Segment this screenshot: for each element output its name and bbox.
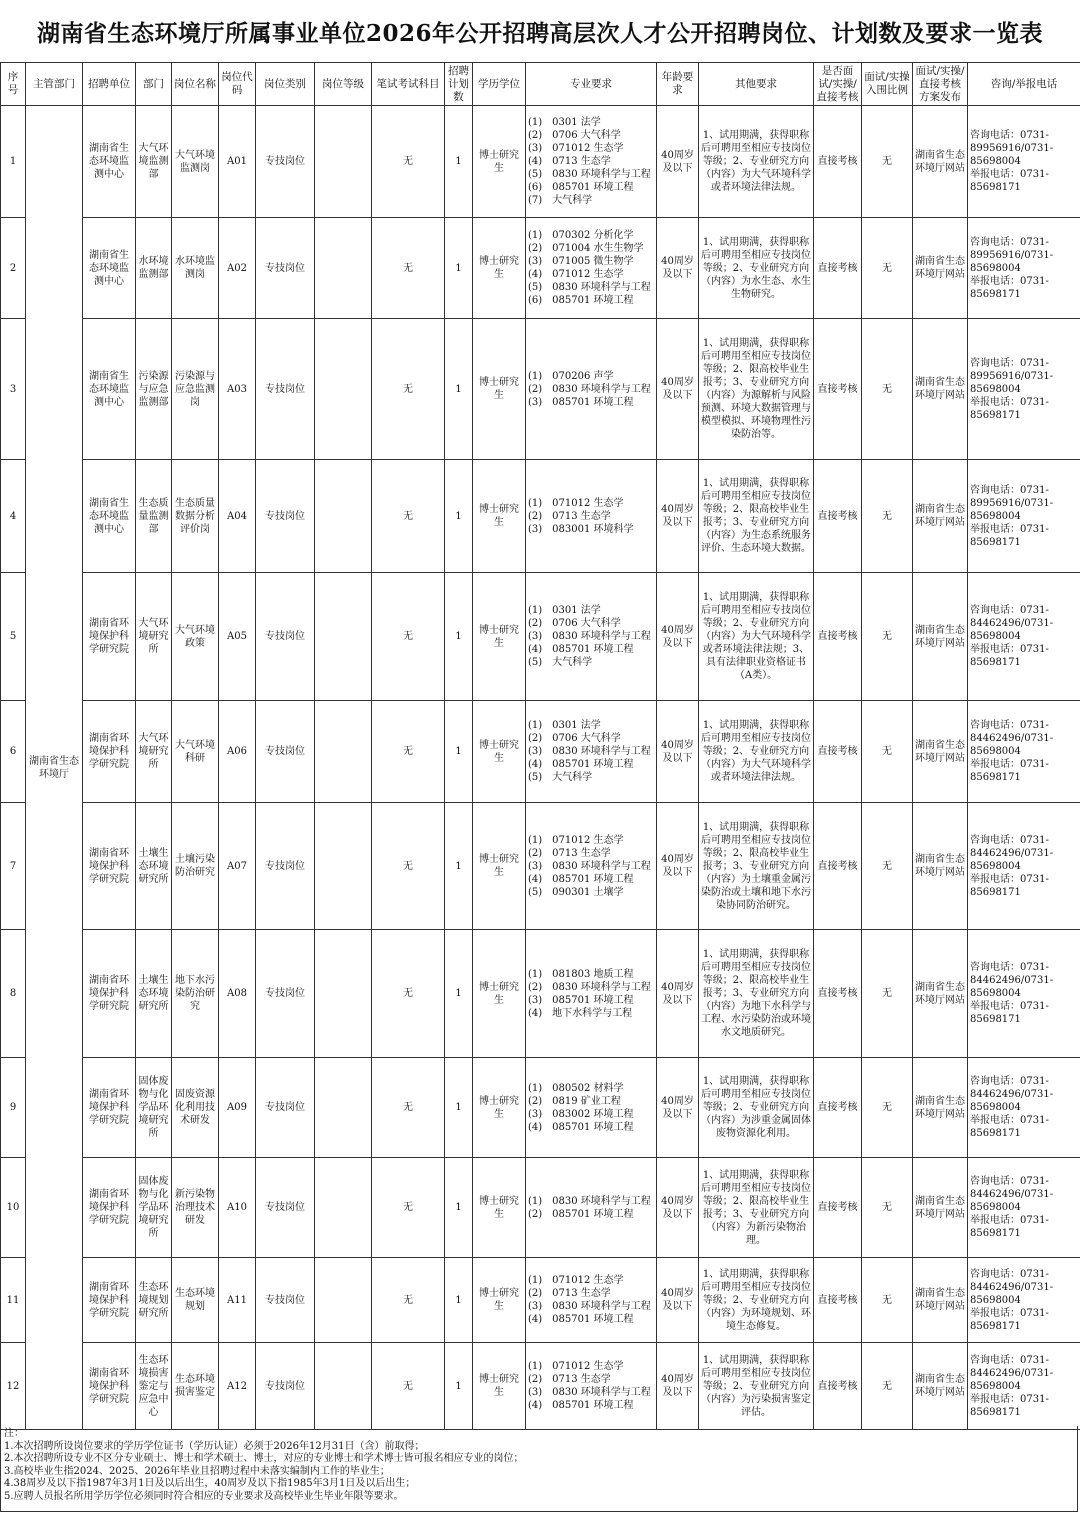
table-row [1,218,1080,319]
department-cell: 土壤生态环境研究所 [136,930,172,1058]
exam-subject: 无 [372,701,445,803]
shortlist-ratio: 无 [862,1158,913,1258]
department-cell: 固体废物与化学品环境研究所 [136,1058,172,1158]
major-requirements: (1) 071012 生态学 (2) 0713 生态学 (3) 083001 环境科学 [526,460,657,573]
plan-count: 1 [445,460,473,573]
exam-subject: 无 [372,573,445,701]
plan-count: 1 [445,701,473,803]
post-level [315,319,372,460]
plan-count: 1 [445,106,473,218]
plan-count: 1 [445,930,473,1058]
post-level [315,1258,372,1343]
post-name: 污染源与应急监测岗 [172,319,219,460]
supervising-department: 湖南省生态环境厅 [26,106,83,1430]
post-code: A03 [219,319,256,460]
post-level [315,930,372,1058]
assessment-method: 直接考核 [814,573,862,701]
row-number: 2 [1,218,26,319]
post-level [315,803,372,930]
column-header: 面试/实操/直接考核方案发布 [913,63,968,106]
post-code: A09 [219,1058,256,1158]
document-title: 湖南省生态环境厅所属事业单位2026年公开招聘高层次人才公开招聘岗位、计划数及要求一览表 [36,19,1043,47]
other-requirements: 1、试用期满，获得职称后可聘用至相应专技岗位等级；2、限高校毕业生报考；3、专业研究方向（内容）为土壤重金属污染防治或土壤和地下水污染协同防治研究。 [699,803,814,930]
notes-section [0,1426,1078,1512]
department-cell: 生态环境规划研究所 [136,1258,172,1343]
contact-phone: 咨询电话：0731-89956916/0731-85698004 举报电话：0731-85698171 [968,106,1080,218]
post-level [315,460,372,573]
assessment-method: 直接考核 [814,1258,862,1343]
recruiting-unit: 湖南省环境保护科学研究院 [83,1058,136,1158]
post-category: 专技岗位 [256,930,315,1058]
column-header: 是否面试/实操/直接考核 [814,63,862,106]
assessment-method: 直接考核 [814,1058,862,1158]
recruiting-unit: 湖南省环境保护科学研究院 [83,803,136,930]
age-requirement: 40周岁及以下 [657,460,699,573]
other-requirements: 1、试用期满，获得职称后可聘用至相应专技岗位等级；2、限高校毕业生报考；3、专业研究方向（内容）为源解析与风险预测、环境大数据管理与模型模拟、环境物理性污染防治等。 [699,319,814,460]
assessment-method: 直接考核 [814,1343,862,1430]
department-cell: 水环境监测部 [136,218,172,319]
department-cell: 大气环境研究所 [136,573,172,701]
department-cell: 大气环境研究所 [136,701,172,803]
publish-site: 湖南省生态环境厅网站 [913,460,968,573]
column-header: 岗位名称 [172,63,219,106]
row-number: 8 [1,930,26,1058]
row-number: 9 [1,1058,26,1158]
shortlist-ratio: 无 [862,1343,913,1430]
contact-phone: 咨询电话：0731-84462496/0731-85698004 举报电话：0731-85698171 [968,1058,1080,1158]
department-cell: 生态质量监测部 [136,460,172,573]
contact-phone: 咨询电话：0731-84462496/0731-85698004 举报电话：0731-85698171 [968,1158,1080,1258]
publish-site: 湖南省生态环境厅网站 [913,573,968,701]
recruiting-unit: 湖南省生态环境监测中心 [83,218,136,319]
plan-count: 1 [445,1343,473,1430]
major-requirements: (1) 070302 分析化学 (2) 071004 水生生物学 (3) 071005 微生物学 (4) 071012 生态学 (5) 0830 环境科学与工程 (6) 085701 环境工程 [526,218,657,319]
shortlist-ratio: 无 [862,1058,913,1158]
row-number: 3 [1,319,26,460]
contact-phone: 咨询电话：0731-89956916/0731-85698004 举报电话：0731-85698171 [968,218,1080,319]
major-requirements: (1) 0301 法学 (2) 0706 大气科学 (3) 0830 环境科学与工程 (4) 085701 环境工程 (5) 大气科学 [526,701,657,803]
post-code: A05 [219,573,256,701]
post-code: A08 [219,930,256,1058]
post-name: 水环境监测岗 [172,218,219,319]
publish-site: 湖南省生态环境厅网站 [913,701,968,803]
post-code: A07 [219,803,256,930]
age-requirement: 40周岁及以下 [657,218,699,319]
post-category: 专技岗位 [256,803,315,930]
contact-phone: 咨询电话：0731-84462496/0731-85698004 举报电话：0731-85698171 [968,573,1080,701]
degree-cell: 博士研究生 [473,1258,526,1343]
assessment-method: 直接考核 [814,460,862,573]
department-cell: 土壤生态环境研究所 [136,803,172,930]
contact-phone: 咨询电话：0731-84462496/0731-85698004 举报电话：0731-85698171 [968,930,1080,1058]
publish-site: 湖南省生态环境厅网站 [913,218,968,319]
recruiting-unit: 湖南省环境保护科学研究院 [83,1158,136,1258]
major-requirements: (1) 071012 生态学 (2) 0713 生态学 (3) 0830 环境科学与工程 (4) 085701 环境工程 [526,1343,657,1430]
major-requirements: (1) 070206 声学 (2) 0830 环境科学与工程 (3) 085701 环境工程 [526,319,657,460]
assessment-method: 直接考核 [814,319,862,460]
assessment-method: 直接考核 [814,218,862,319]
department-cell: 大气环境监测部 [136,106,172,218]
column-header: 岗位类别 [256,63,315,106]
column-header: 部门 [136,63,172,106]
shortlist-ratio: 无 [862,1258,913,1343]
other-requirements: 1、试用期满，获得职称后可聘用至相应专技岗位等级；2、专业研究方向（内容）为污染损害鉴定评估。 [699,1343,814,1430]
table-row [1,803,1080,930]
note-line: 2.本次招聘所设专业不区分专业硕士、博士和学术硕士、博士，对应的专业博士和学术博士皆可报名相应专业的岗位； [4,1453,524,1465]
plan-count: 1 [445,573,473,701]
note-line: 注： [4,1428,24,1439]
shortlist-ratio: 无 [862,930,913,1058]
exam-subject: 无 [372,1258,445,1343]
publish-site: 湖南省生态环境厅网站 [913,1258,968,1343]
other-requirements: 1、试用期满，获得职称后可聘用至相应专技岗位等级；2、专业研究方向（内容）为环境规划、环境生态修复。 [699,1258,814,1343]
post-name: 生态质量数据分析评价岗 [172,460,219,573]
degree-cell: 博士研究生 [473,803,526,930]
major-requirements: (1) 0301 法学 (2) 0706 大气科学 (3) 071012 生态学 (4) 0713 生态学 (5) 0830 环境科学与工程 (6) 085701 环境工程 (7) 大气科学 [526,106,657,218]
post-code: A02 [219,218,256,319]
post-category: 专技岗位 [256,106,315,218]
plan-count: 1 [445,803,473,930]
other-requirements: 1、试用期满，获得职称后可聘用至相应专技岗位等级；2、专业研究方向（内容）为大气环境科学或者环境法律法规。 [699,701,814,803]
column-header: 年龄要求 [657,63,699,106]
post-category: 专技岗位 [256,1343,315,1430]
column-header: 学历学位 [473,63,526,106]
exam-subject: 无 [372,460,445,573]
department-cell: 固体废物与化学品环境研究所 [136,1158,172,1258]
note-line: 3.高校毕业生指2024、2025、2026年毕业且招聘过程中未落实编制内工作的毕业生； [4,1465,390,1477]
publish-site: 湖南省生态环境厅网站 [913,319,968,460]
publish-site: 湖南省生态环境厅网站 [913,106,968,218]
post-name: 土壤污染防治研究 [172,803,219,930]
major-requirements: (1) 071012 生态学 (2) 0713 生态学 (3) 0830 环境科学与工程 (4) 085701 环境工程 (5) 090301 土壤学 [526,803,657,930]
table-row [1,701,1080,803]
contact-phone: 咨询电话：0731-84462496/0731-85698004 举报电话：0731-85698171 [968,1258,1080,1343]
recruiting-unit: 湖南省环境保护科学研究院 [83,1258,136,1343]
post-category: 专技岗位 [256,1058,315,1158]
assessment-method: 直接考核 [814,106,862,218]
age-requirement: 40周岁及以下 [657,1158,699,1258]
degree-cell: 博士研究生 [473,218,526,319]
post-level [315,1343,372,1430]
age-requirement: 40周岁及以下 [657,930,699,1058]
plan-count: 1 [445,319,473,460]
exam-subject: 无 [372,319,445,460]
degree-cell: 博士研究生 [473,460,526,573]
other-requirements: 1、试用期满，获得职称后可聘用至相应专技岗位等级；2、限高校毕业生报考；3、专业研究方向（内容）为生态系统服务评价、生态环境大数据。 [699,460,814,573]
age-requirement: 40周岁及以下 [657,1343,699,1430]
publish-site: 湖南省生态环境厅网站 [913,1158,968,1258]
exam-subject: 无 [372,1058,445,1158]
age-requirement: 40周岁及以下 [657,319,699,460]
publish-site: 湖南省生态环境厅网站 [913,803,968,930]
other-requirements: 1、试用期满，获得职称后可聘用至相应专技岗位等级；2、限高校毕业生报考；3、专业研究方向（内容）为新污染物治理。 [699,1158,814,1258]
post-code: A11 [219,1258,256,1343]
recruiting-unit: 湖南省生态环境监测中心 [83,319,136,460]
post-category: 专技岗位 [256,1158,315,1258]
post-code: A04 [219,460,256,573]
plan-count: 1 [445,1258,473,1343]
post-level [315,1158,372,1258]
post-category: 专技岗位 [256,319,315,460]
major-requirements: (1) 0830 环境科学与工程 (2) 085701 环境工程 [526,1158,657,1258]
table-row [1,1158,1080,1258]
recruiting-unit: 湖南省环境保护科学研究院 [83,701,136,803]
shortlist-ratio: 无 [862,319,913,460]
degree-cell: 博士研究生 [473,106,526,218]
age-requirement: 40周岁及以下 [657,1058,699,1158]
assessment-method: 直接考核 [814,1158,862,1258]
table-row [1,1258,1080,1343]
note-line: 4.38周岁及以下指1987年3月1日及以后出生，40周岁及以下指1985年3月1日及以后出生； [4,1478,416,1490]
recruiting-unit: 湖南省环境保护科学研究院 [83,573,136,701]
major-requirements: (1) 071012 生态学 (2) 0713 生态学 (3) 0830 环境科学与工程 (4) 085701 环境工程 [526,1258,657,1343]
exam-subject: 无 [372,1158,445,1258]
degree-cell: 博士研究生 [473,1343,526,1430]
post-level [315,218,372,319]
row-number: 7 [1,803,26,930]
recruiting-unit: 湖南省环境保护科学研究院 [83,930,136,1058]
other-requirements: 1、试用期满，获得职称后可聘用至相应专技岗位等级；2、专业研究方向（内容）为水生态、水生生物研究。 [699,218,814,319]
degree-cell: 博士研究生 [473,319,526,460]
other-requirements: 1、试用期满，获得职称后可聘用至相应专技岗位等级；2、限高校毕业生报考；3、专业研究方向（内容）为地下水科学与工程、水污染防治或环境水文地质研究。 [699,930,814,1058]
other-requirements: 1、试用期满，获得职称后可聘用至相应专技岗位等级；2、专业研究方向（内容）为大气环境科学或者环境法律法规；3、具有法律职业资格证书（A类）。 [699,573,814,701]
assessment-method: 直接考核 [814,803,862,930]
contact-phone: 咨询电话：0731-89956916/0731-85698004 举报电话：0731-85698171 [968,460,1080,573]
column-header: 笔试考试科目 [372,63,445,106]
recruiting-unit: 湖南省生态环境监测中心 [83,460,136,573]
degree-cell: 博士研究生 [473,573,526,701]
post-category: 专技岗位 [256,573,315,701]
recruitment-table [0,62,1080,1430]
age-requirement: 40周岁及以下 [657,1258,699,1343]
recruiting-unit: 湖南省环境保护科学研究院 [83,1343,136,1430]
column-header: 招聘计划数 [445,63,473,106]
row-number: 5 [1,573,26,701]
row-number: 1 [1,106,26,218]
post-name: 生态环境规划 [172,1258,219,1343]
table-row [1,460,1080,573]
plan-count: 1 [445,1058,473,1158]
exam-subject: 无 [372,930,445,1058]
degree-cell: 博士研究生 [473,701,526,803]
publish-site: 湖南省生态环境厅网站 [913,1058,968,1158]
post-category: 专技岗位 [256,218,315,319]
exam-subject: 无 [372,803,445,930]
exam-subject: 无 [372,106,445,218]
row-number: 6 [1,701,26,803]
degree-cell: 博士研究生 [473,1158,526,1258]
post-name: 大气环境监测岗 [172,106,219,218]
shortlist-ratio: 无 [862,701,913,803]
post-level [315,1058,372,1158]
row-number: 12 [1,1343,26,1430]
assessment-method: 直接考核 [814,930,862,1058]
major-requirements: (1) 080502 材料学 (2) 0819 矿业工程 (3) 083002 环境工程 (4) 085701 环境工程 [526,1058,657,1158]
other-requirements: 1、试用期满，获得职称后可聘用至相应专技岗位等级；2、专业研究方向（内容）为涉重金属固体废物资源化利用。 [699,1058,814,1158]
major-requirements: (1) 0301 法学 (2) 0706 大气科学 (3) 0830 环境科学与工程 (4) 085701 环境工程 (5) 大气科学 [526,573,657,701]
post-code: A12 [219,1343,256,1430]
shortlist-ratio: 无 [862,106,913,218]
post-code: A10 [219,1158,256,1258]
contact-phone: 咨询电话：0731-84462496/0731-85698004 举报电话：0731-85698171 [968,803,1080,930]
post-category: 专技岗位 [256,701,315,803]
contact-phone: 咨询电话：0731-84462496/0731-85698004 举报电话：0731-85698171 [968,1343,1080,1430]
column-header: 其他要求 [699,63,814,106]
column-header: 主管部门 [26,63,83,106]
table-row [1,573,1080,701]
column-header: 序号 [1,63,26,106]
assessment-method: 直接考核 [814,701,862,803]
plan-count: 1 [445,1158,473,1258]
exam-subject: 无 [372,218,445,319]
column-header: 岗位等级 [315,63,372,106]
table-row [1,930,1080,1058]
column-header: 咨询/举报电话 [968,63,1080,106]
column-header: 面试/实操入围比例 [862,63,913,106]
shortlist-ratio: 无 [862,460,913,573]
column-header: 专业要求 [526,63,657,106]
contact-phone: 咨询电话：0731-89956916/0731-85698004 举报电话：0731-85698171 [968,319,1080,460]
recruiting-unit: 湖南省生态环境监测中心 [83,106,136,218]
post-code: A01 [219,106,256,218]
post-name: 大气环境科研 [172,701,219,803]
department-cell: 生态环境损害鉴定与应急中心 [136,1343,172,1430]
plan-count: 1 [445,218,473,319]
table-header-row [1,63,1080,106]
table-row [1,319,1080,460]
shortlist-ratio: 无 [862,803,913,930]
post-category: 专技岗位 [256,460,315,573]
post-name: 新污染物治理技术研发 [172,1158,219,1258]
degree-cell: 博士研究生 [473,930,526,1058]
post-level [315,106,372,218]
row-number: 10 [1,1158,26,1258]
table-row [1,1058,1080,1158]
publish-site: 湖南省生态环境厅网站 [913,930,968,1058]
age-requirement: 40周岁及以下 [657,701,699,803]
table-row [1,1343,1080,1430]
degree-cell: 博士研究生 [473,1058,526,1158]
age-requirement: 40周岁及以下 [657,106,699,218]
post-level [315,701,372,803]
shortlist-ratio: 无 [862,218,913,319]
post-category: 专技岗位 [256,1258,315,1343]
post-level [315,573,372,701]
post-name: 地下水污染防治研究 [172,930,219,1058]
row-number: 11 [1,1258,26,1343]
age-requirement: 40周岁及以下 [657,803,699,930]
post-name: 生态环境损害鉴定 [172,1343,219,1430]
other-requirements: 1、试用期满，获得职称后可聘用至相应专技岗位等级；2、专业研究方向（内容）为大气环境科学或者环境法律法规。 [699,106,814,218]
column-header: 岗位代码 [219,63,256,106]
contact-phone: 咨询电话：0731-84462496/0731-85698004 举报电话：0731-85698171 [968,701,1080,803]
major-requirements: (1) 081803 地质工程 (2) 0830 环境科学与工程 (3) 085701 环境工程 (4) 地下水科学与工程 [526,930,657,1058]
department-cell: 污染源与应急监测部 [136,319,172,460]
age-requirement: 40周岁及以下 [657,573,699,701]
row-number: 4 [1,460,26,573]
shortlist-ratio: 无 [862,573,913,701]
publish-site: 湖南省生态环境厅网站 [913,1343,968,1430]
post-name: 大气环境政策 [172,573,219,701]
exam-subject: 无 [372,1343,445,1430]
note-line: 5.应聘人员报名所用学历学位必须同时符合相应的专业要求及高校毕业生毕业年限等要求。 [4,1490,404,1502]
post-code: A06 [219,701,256,803]
post-name: 固废资源化利用技术研发 [172,1058,219,1158]
table-row [1,106,1080,218]
column-header: 招聘单位 [83,63,136,106]
note-line: 1.本次招聘所设岗位要求的学历学位证书（学历认证）必须于2026年12月31日（含）前取得； [4,1440,425,1452]
